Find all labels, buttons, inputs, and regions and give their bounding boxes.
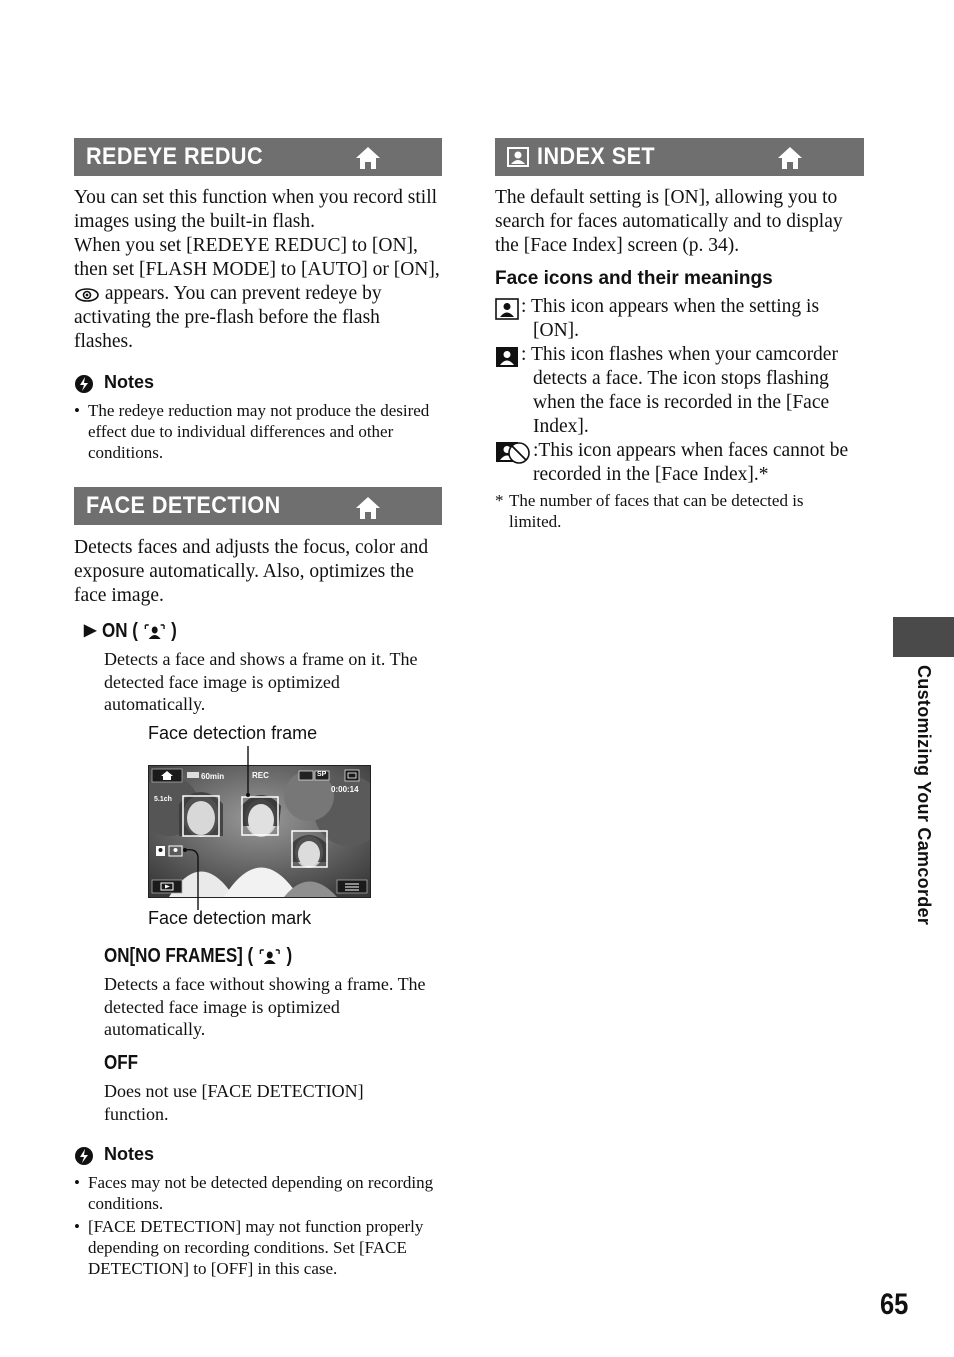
option-label-text: ) <box>286 945 293 967</box>
bullet: • <box>74 1217 80 1236</box>
option-on-heading <box>84 620 190 646</box>
paragraph-part: appears. You can prevent redeye by activating the pre-flash before the flash flashes. <box>74 283 382 352</box>
warning-icon <box>74 374 94 394</box>
lcd-battery: 60min <box>201 772 225 781</box>
list-item <box>495 295 867 343</box>
option-label-text: ON ( <box>102 620 139 642</box>
option-label <box>102 620 177 643</box>
option-label-text: ) <box>171 620 178 642</box>
bullet: • <box>74 401 80 420</box>
footnote-text: The number of faces that can be detected is limited. <box>509 491 804 531</box>
icon-meaning-list <box>495 295 867 487</box>
notes-list <box>74 1172 444 1279</box>
home-icon[interactable] <box>354 145 382 171</box>
paragraph: You can set this function when you record still images using the built-in flash. <box>74 187 438 232</box>
subheading: Face icons and their meanings <box>495 268 773 289</box>
caption-frame: Face detection frame <box>148 723 318 743</box>
option-off-heading: OFF <box>104 1052 138 1074</box>
face-detecting-icon <box>495 346 519 368</box>
face-index-on-icon <box>495 298 519 320</box>
list-item <box>495 343 867 439</box>
notes-list <box>74 400 442 463</box>
lcd-mode: SP <box>317 771 327 778</box>
home-icon[interactable] <box>776 145 804 171</box>
paragraph <box>74 234 442 354</box>
footnote-mark: * <box>495 491 504 510</box>
notes-title: Notes <box>104 372 155 392</box>
face-intro: Detects faces and adjusts the focus, color and exposure automatically. Also, optimizes the face image. <box>74 537 429 606</box>
option-noframes-heading <box>104 945 325 968</box>
list-item-text: : This icon flashes when your camcorder detects a face. The icon stops flashing when the face is recorded in the [Face Index]. <box>521 344 838 437</box>
caption-mark: Face detection mark <box>148 908 312 928</box>
section-header-index <box>495 138 864 176</box>
section-header-face <box>74 487 442 525</box>
page-number: 65 <box>880 1288 909 1321</box>
home-icon[interactable] <box>354 495 382 521</box>
bullet: • <box>74 1173 80 1192</box>
redeye-body <box>74 186 442 354</box>
list-item <box>74 400 442 463</box>
list-item-text: [FACE DETECTION] may not function properly depending on recording conditions. Set [FACE DETECTION] to [OFF] in this case. <box>88 1217 424 1278</box>
option-label-text: ON[NO FRAMES] ( <box>104 945 254 967</box>
arrow-right-icon: ▶ <box>84 622 97 639</box>
option-label <box>104 945 292 968</box>
notes-heading <box>74 372 154 394</box>
face-index-full-icon <box>495 441 531 465</box>
face-index-icon <box>507 147 529 167</box>
footnote <box>495 490 845 532</box>
section-title: FACE DETECTION <box>86 492 281 519</box>
list-item-text: The redeye reduction may not produce the desired effect due to individual differences and other conditions. <box>88 401 430 462</box>
chapter-label: Customizing Your Camcorder <box>914 665 934 926</box>
face-detect-icon <box>143 623 167 641</box>
option-noframes-desc: Detects a face without showing a frame. The detected face image is optimized automatically. <box>104 974 426 1039</box>
list-item <box>74 1216 444 1279</box>
list-item-text: :This icon appears when faces cannot be recorded in the [Face Index].* <box>533 440 849 485</box>
notes-title: Notes <box>104 1144 155 1164</box>
list-item <box>495 439 867 487</box>
list-item-text: Faces may not be detected depending on recording conditions. <box>88 1173 434 1213</box>
callout-lines <box>140 740 380 915</box>
section-header-redeye <box>74 138 442 176</box>
chapter-tab <box>893 617 954 657</box>
face-detect-icon <box>258 948 282 966</box>
notes-heading <box>74 1144 154 1166</box>
lcd-rec: REC <box>252 771 269 780</box>
list-item-text: : This icon appears when the setting is [ON]. <box>521 296 820 341</box>
section-title: REDEYE REDUC <box>86 143 264 170</box>
warning-icon <box>74 1146 94 1166</box>
list-item <box>74 1172 444 1214</box>
option-on-desc: Detects a face and shows a frame on it. The detected face image is optimized automatically. <box>104 649 418 714</box>
lcd-audio: 5.1ch <box>154 796 172 803</box>
index-intro: The default setting is [ON], allowing you to search for faces automatically and to display the [Face Index] screen (p. 34). <box>495 187 843 256</box>
option-off-desc: Does not use [FACE DETECTION] function. <box>104 1081 364 1124</box>
lcd-time: 0:00:14 <box>331 785 359 794</box>
footnote-item <box>495 490 845 532</box>
paragraph-part: When you set [REDEYE REDUC] to [ON], then set [FLASH MODE] to [AUTO] or [ON], <box>74 235 440 280</box>
section-title: INDEX SET <box>537 143 656 170</box>
eye-icon <box>74 287 100 303</box>
